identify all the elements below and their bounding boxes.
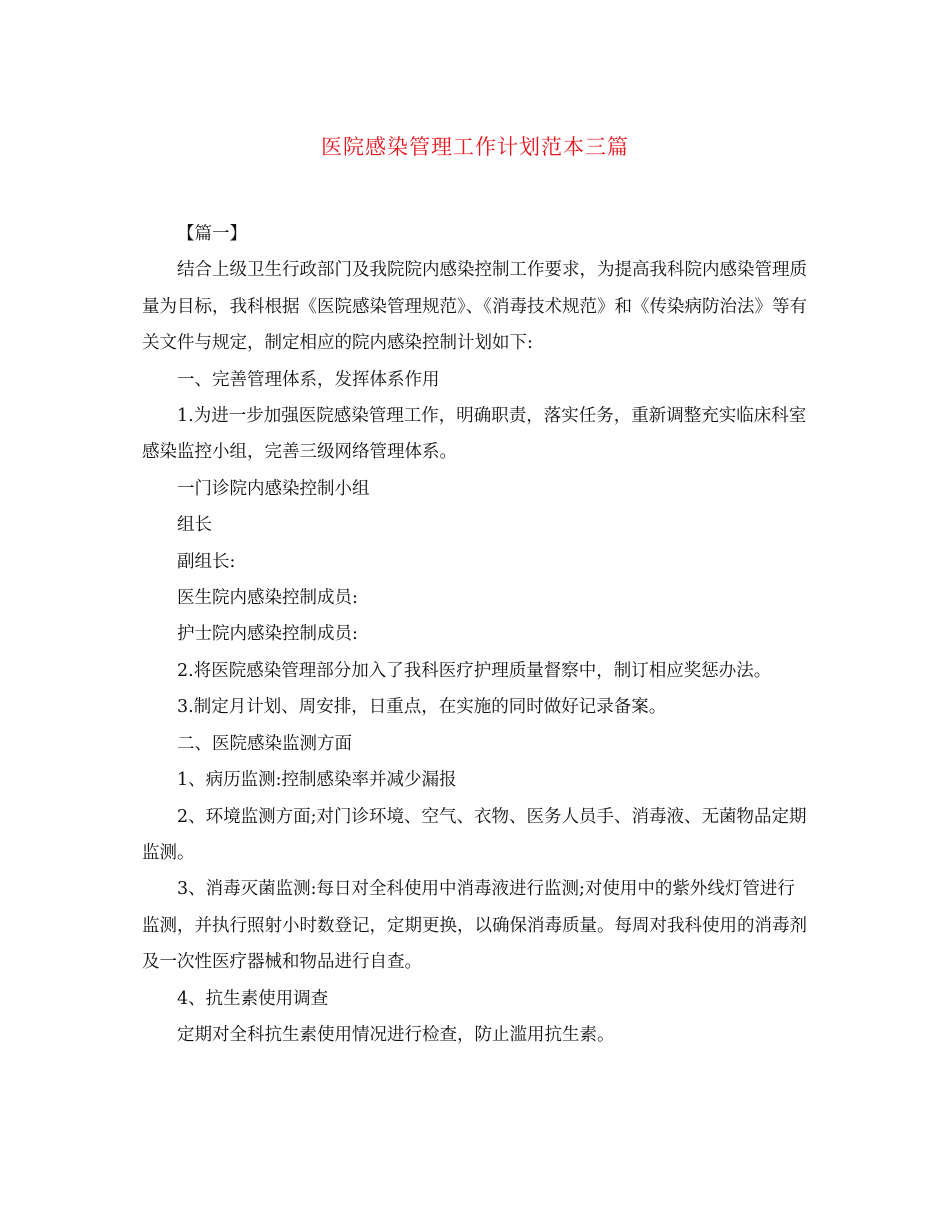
nurse-members-label: 护士院内感染控制成员:	[177, 624, 358, 645]
group-leader-label: 组长	[177, 515, 212, 536]
paragraph-antibiotic-check: 定期对全科抗生素使用情况进行检查，防止滥用抗生素。	[177, 1024, 615, 1045]
control-group-title: 一门诊院内感染控制小组	[177, 478, 370, 499]
paragraph-item-2-2: 2、环境监测方面;对门诊环境、空气、衣物、医务人员手、消毒液、无菌物品定期监测。	[142, 806, 807, 863]
document-title: 医院感染管理工作计划范本三篇	[321, 135, 629, 159]
section-heading-part-one: 【篇一】	[177, 224, 247, 244]
document-body	[142, 216, 808, 1053]
paragraph-item-2-3: 3、消毒灭菌监测:每日对全科使用中消毒液进行监测;对使用中的紫外线灯管进行监测，并执行照射小时数登记，定期更换，以确保消毒质量。每周对我科使用的消毒剂及一次性医疗器械和物品进行自查。	[142, 879, 807, 973]
intro-paragraph: 结合上级卫生行政部门及我院院内感染控制工作要求，为提高我科院内感染管理质量为目标，我科根据《医院感染管理规范》、《消毒技术规范》和《传染病防治法》等有关文件与规定，制定相应的院内感染控制计划如下:	[142, 260, 807, 354]
paragraph-item-1-1: 1.为进一步加强医院感染管理工作，明确职责，落实任务，重新调整充实临床科室感染监控小组，完善三级网络管理体系。	[142, 406, 807, 463]
deputy-leader-label: 副组长:	[177, 551, 236, 572]
doctor-members-label: 医生院内感染控制成员:	[177, 588, 358, 609]
paragraph-item-1-3: 3.制定月计划、周安排，日重点，在实施的同时做好记录备案。	[177, 697, 667, 718]
section-heading-2: 二、医院感染监测方面	[177, 733, 352, 754]
paragraph-item-2-4: 4、抗生素使用调查	[177, 988, 329, 1009]
section-heading-1: 一、完善管理体系，发挥体系作用	[177, 369, 440, 390]
paragraph-item-1-2: 2.将医院感染管理部分加入了我科医疗护理质量督察中，制订相应奖惩办法。	[177, 660, 772, 681]
paragraph-item-2-1: 1、病历监测:控制感染率并减少漏报	[177, 770, 457, 791]
